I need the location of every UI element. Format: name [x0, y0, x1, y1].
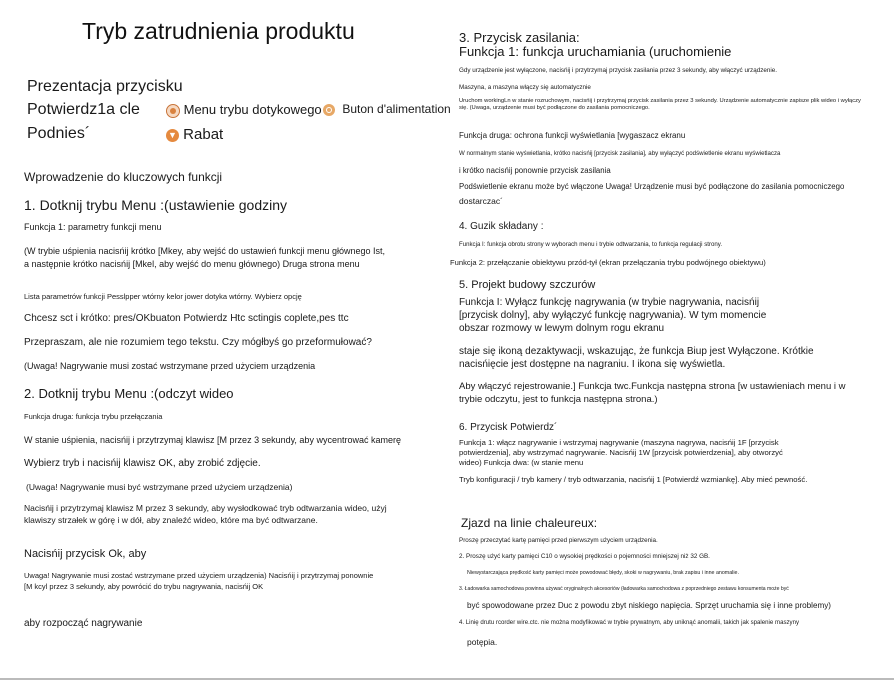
section-1-para-b: a następnie krótko nacisńij [Mkel, aby wejść do menu głównego) Druga strona menu [24, 259, 360, 269]
section-2-para-1: W stanie uśpienia, nacisńij i przytrzymaj klawisz [M przez 3 sekundy, aby wycentrować kamerę [24, 435, 401, 445]
section-2-warning: (Uwaga! Nagrywanie musi być wstrzymane przed użyciem urządzenia) [26, 482, 293, 492]
raise-label: Podnies´ [27, 125, 91, 142]
section-1-warning: (Uwaga! Nagrywanie musi zostać wstrzymane przed użyciem urządzenia [24, 361, 316, 371]
rebate-label: Rabat [183, 126, 224, 143]
power-icon [323, 104, 335, 116]
section-3-function-2: Funkcja druga: ochrona funkcji wyświetlania [wygaszacz ekranu [459, 131, 686, 140]
section-5-para-2: staje się ikoną dezaktywacji, wskazując, że funkcja Biup jest Wyłączone. Krótkie nacisńięcie jest dostępne na nagraniu. I ikona się wyświetla. [459, 346, 814, 370]
section-5-para-3: Aby włączyć rejestrowanie.] Funkcja twc.Funkcja następna strona [w ustawieniach menu i w trybie odczytu, jest to funkcja następna strona.) [459, 381, 846, 405]
power-button-item [323, 102, 451, 116]
section-1-title: 1. Dotknij trybu Menu :(ustawienie godziny [24, 197, 288, 213]
section-5-title: 5. Projekt budowy szczurów [459, 279, 596, 291]
ok-para-2: [M kcyl przez 3 sekundy, aby powrócić do trybu nagrywania, nacisńij OK [24, 582, 264, 591]
section-7-para-2: 2. Proszę użyć karty pamięci C10 o wysokiej prędkości o pojemności mniejszej niż 32 GB. [459, 553, 710, 560]
section-1-sorry: Przepraszam, ale nie rozumiem tego tekstu. Czy mógłbyś go przeformułować? [24, 337, 372, 348]
bottom-divider [0, 678, 894, 680]
intro-heading: Wprowadzenie do kluczowych funkcji [24, 170, 223, 184]
section-3-function-1: Funkcja 1: funkcja uruchamiania (uruchomienie [459, 44, 732, 59]
page-title: Tryb zatrudnienia produktu [82, 18, 355, 44]
button-overview-heading: Prezentacja przycisku [27, 78, 183, 95]
section-7-para-4: 3. Ładowarka samochodowa powinna używać oryginalnych akcesoriów (ładowarka samochodowa z poprzedniego zestawu konsumenta może być [459, 586, 789, 592]
section-3-para-7: dostarczac´ [459, 196, 503, 206]
power-button-label: Buton d'alimentation [342, 102, 451, 116]
section-2-title: 2. Dotknij trybu Menu :(odczyt wideo [24, 386, 234, 401]
section-7-para-3: Niewystarczająca prędkość karty pamięci może powodować błędy, skoki w nagrywaniu, brak zapisu i inne anomalie. [467, 570, 739, 576]
section-1-para-a: (W trybie uśpienia nacisńij krótko [Mkey, aby wejść do ustawień funkcji menu głównego Ist, [24, 246, 385, 256]
section-7-para-5: być spowodowane przez Duc z powodu zbyt niskiego napięcia. Sprzęt uruchamia się i inne problemy) [467, 601, 831, 610]
section-6-para-1: Funkcja 1: włącz nagrywanie i wstrzymaj nagrywanie (maszyna nagrywa, nacisńij 1F [przycisk potwierdzenia], aby wstrzymać nagrywanie. Nacisńij 1W [przycisk potwierdzenia], aby otworzyć wideo) Funkcja dwa: (w stanie menu [459, 438, 783, 467]
section-2-para-2: Wybierz tryb i nacisńij klawisz OK, aby zrobić zdjęcie. [24, 458, 261, 469]
section-5-para-1: Funkcja I: Wyłącz funkcję nagrywania (w trybie nagrywania, nacisńij [przycisk dolny], aby wyłączyć funkcję nagrywania). W tym momencie obszar rozmowy w lewym dolnym rogu ekranu [459, 297, 767, 334]
menu-mode-item [166, 102, 322, 118]
section-2-para-3b: klawiszy strzałek w górę i w dół, aby znaleźć wideo, które ma być odtwarzane. [24, 515, 318, 525]
section-7-para-7: potępia. [467, 637, 498, 647]
rebate-item [166, 126, 223, 143]
section-7-title: Zjazd na linie chaleureux: [461, 516, 598, 530]
ok-heading: Nacisńij przycisk Ok, aby [24, 548, 147, 560]
section-1-choose: Chcesz sct i krótko: pres/OKbuaton Potwierdz Htc sctingis coplete,pes ttc [24, 313, 349, 324]
section-1-list: Lista parametrów funkcji Pesslpper wtórny kelor jower dotyka wtórny. Wybierz opcję [24, 292, 302, 301]
section-3-title: 3. Przycisk zasilania: [459, 30, 580, 45]
start-recording: aby rozpocząć nagrywanie [24, 618, 143, 629]
section-3-para-5: i krótko nacisńij ponownie przycisk zasilania [459, 166, 611, 175]
section-6-para-2: Tryb konfiguracji / tryb kamery / tryb odtwarzania, nacisńij 1 [Potwierdź wzmiankę]. Aby mieć pewność. [459, 475, 808, 484]
section-7-para-6: 4. Linię drutu rcorder wire.ctc. nie można modyfikować w trybie prywatnym, aby uniknąć anomalii, takich jak spalenie maszyny [459, 619, 800, 626]
camera-icon [166, 104, 180, 118]
section-2-para-3a: Nacisńij i przytrzymaj klawisz M przez 3 sekundy, aby wysłodkować tryb odtwarzania wideo, użyj [24, 503, 387, 513]
section-3-para-2: Maszyna, a maszyna włączy się automatycznie [459, 84, 591, 91]
section-7-para-1: Proszę przeczytać kartę pamięci przed pierwszym użyciem urządzenia. [459, 537, 658, 544]
section-2-function: Funkcja druga: funkcja trybu przełączania [24, 412, 163, 421]
section-3-para-1: Gdy urządzenie jest wyłączone, nacisńij i przytrzymaj przycisk zasilania przez 3 sekundy, aby włączyć urządzenie. [459, 67, 778, 74]
section-3-para-4: W normalnym stanie wyświetlania, krótko nacisńij [przycisk zasilania], aby wyłączyć podświetlenie ekranu wyświetlacza [459, 150, 781, 157]
section-3-para-3: Uruchom workingLn w stanie rozruchowym, nacisńij i przytrzymaj przycisk zasilania przez 3 sekundy. Urządzenie automatycznie zapisze plik wideo i wyłączy się. (Uwaga, urządzenie musi być podłączone do zasilania pomocniczego. [459, 98, 861, 111]
section-1-function: Funkcja 1: parametry funkcji menu [24, 222, 162, 232]
section-3-para-6: Podświetlenie ekranu może być włączone Uwaga! Urządzenie musi być podłączone do zasilania pomocniczego [459, 182, 845, 191]
section-6-title: 6. Przycisk Potwierdz´ [459, 422, 558, 433]
menu-mode-label: Menu trybu dotykowego [183, 102, 322, 117]
confirm-button-label: Potwierdz1a cle [27, 101, 140, 118]
section-4-para-1: Funkcja I: funkcja obrotu strony w wyborach menu i trybie odtwarzania, to funkcja regulacji strony. [459, 241, 723, 248]
ok-para-1: Uwaga! Nagrywanie musi zostać wstrzymane przed użyciem urządzenia) Nacisńij i przytrzymaj ponownie [24, 571, 374, 580]
section-4-para-2: Funkcja 2: przełączanie obiektywu przód-tył (ekran przełączania trybu podwójnego obiektywu) [450, 258, 766, 267]
down-arrow-icon: ▼ [166, 129, 179, 142]
section-4-title: 4. Guzik składany : [459, 221, 544, 232]
